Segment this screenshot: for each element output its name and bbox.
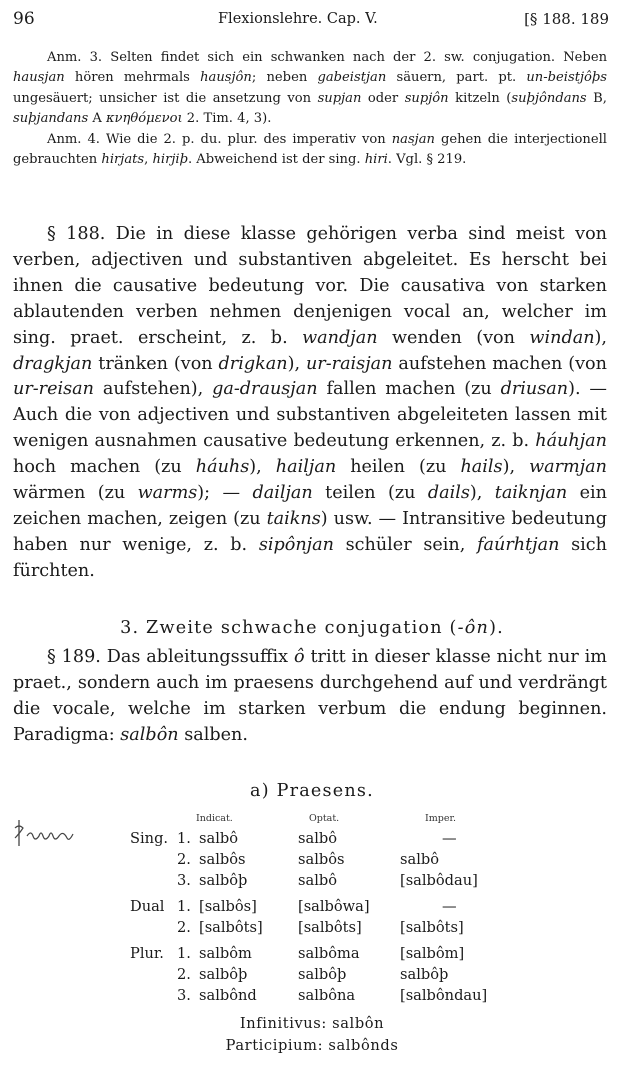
optative-form: salbô [298,830,337,847]
optative-form: salbôþ [298,966,347,983]
row-group-label: Sing. [130,830,169,847]
participle-line: Participium: salbônds [225,1037,399,1054]
row-person: 2. [177,966,191,983]
column-header-imperative: Imper. [425,813,456,824]
note-anm-4: Anm. 4. Wie die 2. p. du. plur. des imperativ von nasjan gehen die interjectionell gebrauchten hirjats, hirjiþ. Abweichend ist der sing. hiri. Vgl. § 219. [13,131,607,168]
indicative-form: [salbôs] [199,898,257,915]
row-person: 3. [177,872,191,889]
paragraph-188-block [13,222,607,585]
table-row [0,851,624,873]
row-group-label: Dual [130,898,165,915]
indicative-form: salbôs [199,851,246,868]
running-title: Flexionslehre. Cap. V. [218,11,378,27]
paragraph-189-block [13,645,607,749]
indicative-form: salbôþ [199,966,248,983]
optative-form: salbôma [298,945,360,962]
running-header [13,9,609,33]
table-row [0,945,624,967]
section-3-heading: 3. Zweite schwache conjugation (-ôn). [120,618,504,638]
row-person: 1. [177,898,191,915]
footnotes-block [13,48,607,170]
page-number: 96 [13,9,35,29]
table-row [0,987,624,1009]
optative-form: salbô [298,872,337,889]
indicative-form: salbôþ [199,872,248,889]
imperative-form: — [442,898,457,915]
imperative-form: salbôþ [400,966,449,983]
section-reference: [§ 188. 189 [524,10,609,28]
imperative-form: — [442,830,457,847]
row-person: 2. [177,851,191,868]
indicative-form: salbôm [199,945,252,962]
table-row [0,966,624,988]
indicative-form: [salbôts] [199,919,263,936]
imperative-form: [salbôndau] [400,987,488,1004]
table-row [0,919,624,941]
table-row [0,898,624,920]
imperative-form: salbô [400,851,439,868]
paragraph-189: § 189. Das ableitungssuffix ô tritt in dieser klasse nicht nur im praet., sondern auch im praesens durchgehend auf und verdrängt die vocale, welche im starken verbum die endung beginnen. Paradigma: salbôn salben. [13,647,607,745]
optative-form: [salbôts] [298,919,362,936]
imperative-form: [salbôdau] [400,872,478,889]
column-header-indicative: Indicat. [196,813,233,824]
column-header-optative: Optat. [309,813,340,824]
row-person: 3. [177,987,191,1004]
optative-form: [salbôwa] [298,898,370,915]
infinitive-line: Infinitivus: salbôn [239,1015,385,1032]
row-person: 1. [177,830,191,847]
row-person: 2. [177,919,191,936]
indicative-form: salbô [199,830,238,847]
table-row [0,830,624,852]
row-person: 1. [177,945,191,962]
indicative-form: salbônd [199,987,257,1004]
table-row [0,872,624,894]
imperative-form: [salbôts] [400,919,464,936]
paragraph-188: § 188. Die in diese klasse gehörigen verba sind meist von verben, adjectiven und substantiven abgeleitet. Es herscht bei ihnen die causative bedeutung vor. Die causativa von starken ablautenden verben nehmen denjenigen vocal an, welcher im sing. praet. erscheint, z. b. wandjan wenden (von windan), dragkjan tränken (von drigkan), ur-raisjan aufstehen machen (von ur-reisan aufstehen), ga-drausjan fallen machen (zu driusan). — Auch die von adjectiven und substantiven abgeleiteten lassen mit wenigen ausnahmen causative bedeutung erkennen, z. b. háuhjan hoch machen (zu háuhs), hailjan heilen (zu hails), warmjan wärmen (zu warms); — dailjan teilen (zu dails), taiknjan ein zeichen machen, zeigen (zu taikns) usw. — Intransitive bedeutung haben nur wenige, z. b. sipônjan schüler sein, faúrhtjan sich fürchten. [13,224,608,581]
paradigm-heading: a) Praesens. [250,781,374,801]
optative-form: salbôs [298,851,345,868]
note-anm-3: Anm. 3. Selten findet sich ein schwanken nach der 2. sw. conjugation. Neben hausjan hören mehrmals hausjôn; neben gabeistjan säuern, part. pt. un-beistjôþs ungesäuert; unsicher ist die ansetzung von supjan oder supjôn kitzeln (suþjôndans B, suþjandans A κνηθόμενοι 2. Tim. 4, 3). [13,50,608,127]
optative-form: salbôna [298,987,356,1004]
imperative-form: [salbôm] [400,945,465,962]
row-group-label: Plur. [130,945,164,962]
